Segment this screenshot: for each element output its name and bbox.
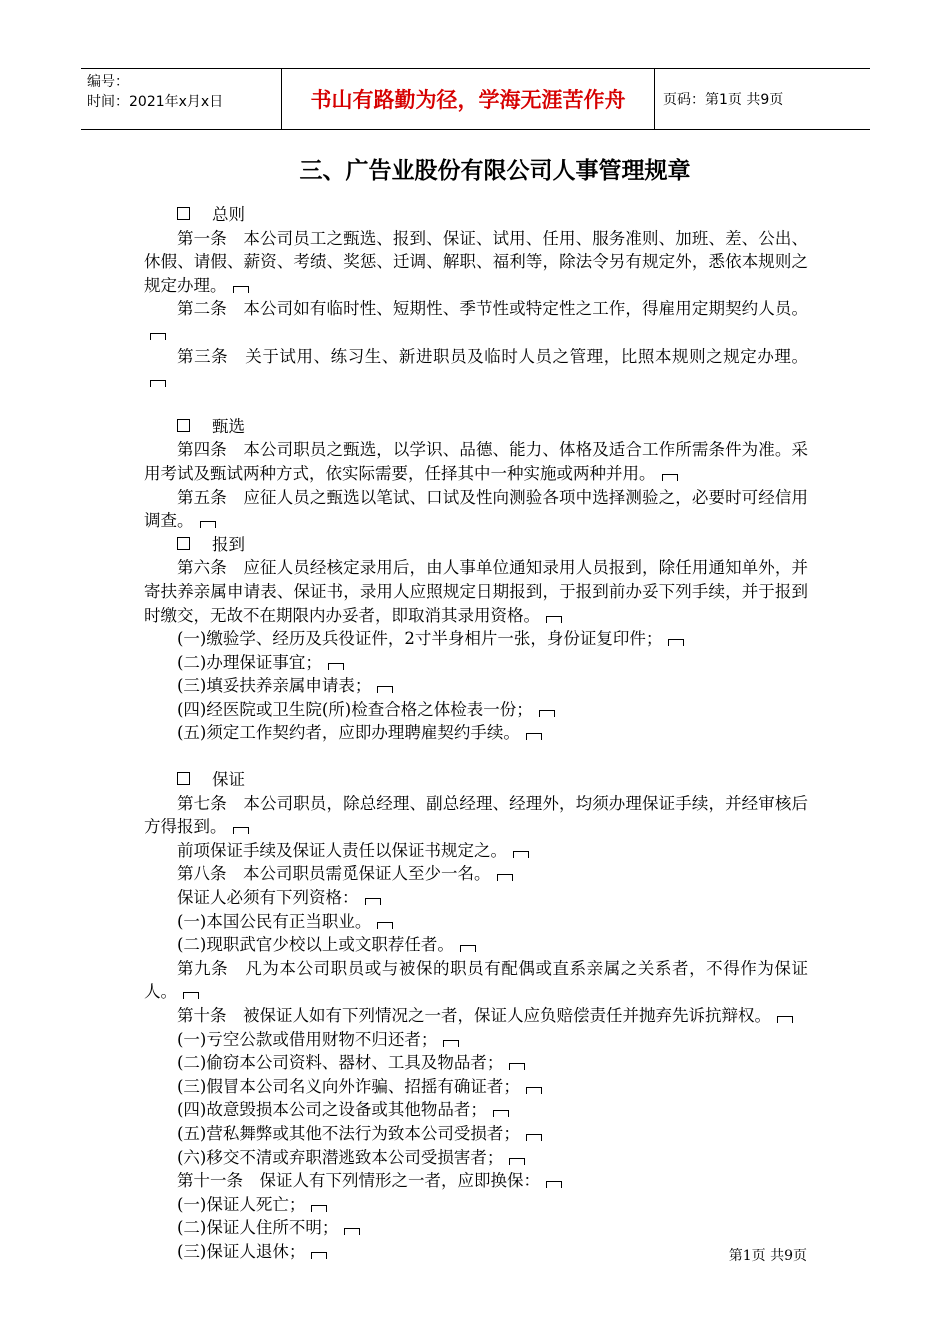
section-heading xyxy=(144,533,808,557)
paragraph xyxy=(144,556,808,627)
paragraph-text: 第五条 应征人员之甄选以笔试、口试及性向测验各项中选择测验之，必要时可经信用调查。 xyxy=(144,487,808,531)
paragraph-mark-icon xyxy=(546,616,562,623)
paragraph-mark-icon xyxy=(497,874,513,881)
paragraph xyxy=(144,910,808,934)
paragraph xyxy=(144,957,808,1004)
paragraph-text: 第十条 被保证人如有下列情况之一者，保证人应负赔偿责任并抛弃先诉抗辩权。 xyxy=(177,1006,771,1025)
paragraph xyxy=(144,345,808,392)
paragraph-text: 第九条 凡为本公司职员或与被保的职员有配偶或直系亲属之关系者，不得作为保证人。 xyxy=(144,958,808,1002)
paragraph xyxy=(144,651,808,675)
paragraph xyxy=(144,886,808,910)
paragraph-mark-icon xyxy=(344,1228,360,1235)
paragraph-gap xyxy=(144,392,808,415)
header-table xyxy=(81,68,870,130)
paragraph-mark-icon xyxy=(509,1158,525,1165)
paragraph-text: (三)假冒本公司名义向外诈骗、招摇有确证者； xyxy=(177,1076,520,1096)
section-heading-text: 甄选 xyxy=(212,416,245,436)
section-heading-text: 报到 xyxy=(212,534,245,554)
paragraph-text: 第四条 本公司职员之甄选，以学识、品德、能力、体格及适合工作所需条件为准。采用考试及甄试两种方式，依实际需要，任择其中一种实施或两种并用。 xyxy=(144,440,808,483)
paragraph xyxy=(144,1028,808,1052)
paragraph xyxy=(144,1098,808,1122)
checkbox-square-icon xyxy=(177,772,190,785)
paragraph-text: (一)亏空公款或借用财物不归还者； xyxy=(177,1029,438,1049)
paragraph-text: (二)偷窃本公司资料、器材、工具及物品者； xyxy=(177,1053,504,1073)
paragraph-mark-icon xyxy=(328,663,344,670)
paragraph xyxy=(144,792,808,839)
paragraph-mark-icon xyxy=(509,1063,525,1070)
header-motto: 书山有路勤为径，学海无涯苦作舟 xyxy=(282,69,655,129)
paragraph-mark-icon xyxy=(443,1040,459,1047)
paragraph-text: (一)保证人死亡； xyxy=(177,1194,306,1214)
paragraph xyxy=(144,933,808,957)
paragraph-mark-icon xyxy=(526,1087,542,1094)
paragraph-mark-icon xyxy=(513,851,529,858)
paragraph xyxy=(144,698,808,722)
paragraph-mark-icon xyxy=(777,1016,793,1023)
header-page-label: 页码：第1页 共9页 xyxy=(663,92,784,108)
paragraph xyxy=(144,839,808,863)
paragraph-mark-icon xyxy=(150,380,166,387)
paragraph-text: 保证人必须有下列资格： xyxy=(177,888,359,908)
paragraph xyxy=(144,1193,808,1217)
page-footer: 第1页 共9页 xyxy=(728,1248,807,1264)
paragraph-mark-icon xyxy=(311,1205,327,1212)
section-heading xyxy=(144,203,808,227)
paragraph-mark-icon xyxy=(526,733,542,740)
paragraph-mark-icon xyxy=(377,922,393,929)
paragraph-mark-icon xyxy=(150,333,166,340)
paragraph-mark-icon xyxy=(183,992,199,999)
paragraph-text: (三)保证人退休； xyxy=(177,1241,306,1261)
document-title: 三、广告业股份有限公司人事管理规章 xyxy=(299,158,691,184)
paragraph-mark-icon xyxy=(493,1110,509,1117)
paragraph-gap xyxy=(144,745,808,768)
paragraph-mark-icon xyxy=(662,474,678,481)
document-number-label: 编号： xyxy=(87,74,129,90)
paragraph-text: 第十一条 保证人有下列情形之一者，应即换保： xyxy=(177,1171,540,1191)
paragraph xyxy=(144,862,808,886)
paragraph-text: 第二条 本公司如有临时性、短期性、季节性或特定性之工作，得雇用定期契约人员。 xyxy=(177,299,808,319)
paragraph xyxy=(144,1216,808,1240)
paragraph-mark-icon xyxy=(365,898,381,905)
checkbox-square-icon xyxy=(177,419,190,432)
paragraph xyxy=(144,1122,808,1146)
paragraph xyxy=(144,674,808,698)
paragraph-text: 第六条 应征人员经核定录用后，由人事单位通知录用人员报到，除任用通知单外，并寄扶养亲属申请表、保证书，录用人应照规定日期报到，于报到前办妥下列手续，并于报到时缴交，无故不在期限内办妥者，即取消其录用资格。 xyxy=(144,558,808,625)
paragraph-text: (五)营私舞弊或其他不法行为致本公司受损者； xyxy=(177,1123,520,1143)
paragraph-mark-icon xyxy=(233,286,249,293)
paragraph xyxy=(144,1075,808,1099)
paragraph-mark-icon xyxy=(526,1134,542,1141)
paragraph-text: (一)缴验学、经历及兵役证件，2寸半身相片一张，身份证复印件； xyxy=(177,629,663,649)
paragraph-text: (四)故意毁损本公司之设备或其他物品者； xyxy=(177,1100,487,1120)
paragraph-text: (一)本国公民有正当职业。 xyxy=(177,911,372,931)
paragraph xyxy=(144,1004,808,1028)
paragraph xyxy=(144,227,808,298)
paragraph-text: (六)移交不清或弃职潜逃致本公司受损害者； xyxy=(177,1147,504,1167)
paragraph xyxy=(144,438,808,485)
paragraph-mark-icon xyxy=(377,686,393,693)
document-body xyxy=(144,203,808,1264)
paragraph-mark-icon xyxy=(200,521,216,528)
paragraph xyxy=(144,1051,808,1075)
section-heading xyxy=(144,768,808,792)
checkbox-square-icon xyxy=(177,207,190,220)
paragraph xyxy=(144,486,808,533)
paragraph xyxy=(144,721,808,745)
paragraph-text: 第一条 本公司员工之甄选、报到、保证、试用、任用、服务准则、加班、差、公出、休假、请假、薪资、考绩、奖惩、迁调、解职、福利等，除法令另有规定外，悉依本规则之规定办理。 xyxy=(144,228,808,295)
paragraph-text: (四)经医院或卫生院(所)检查合格之体检表一份； xyxy=(177,699,533,719)
paragraph-text: (三)填妥扶养亲属申请表； xyxy=(177,676,372,696)
paragraph-text: (二)现职武官少校以上或文职荐任者。 xyxy=(177,935,454,955)
section-heading xyxy=(144,415,808,439)
checkbox-square-icon xyxy=(177,537,190,550)
header-info-cell xyxy=(81,69,282,129)
paragraph-text: (二)办理保证事宜； xyxy=(177,652,322,672)
paragraph-text: 第三条 关于试用、练习生、新进职员及临时人员之管理，比照本规则之规定办理。 xyxy=(177,346,808,366)
paragraph-mark-icon xyxy=(546,1181,562,1188)
section-heading-text: 保证 xyxy=(212,770,245,790)
paragraph-text: 第八条 本公司职员需觅保证人至少一名。 xyxy=(177,864,491,884)
paragraph xyxy=(144,297,808,344)
document-date-label: 时间：2021年x月x日 xyxy=(87,94,224,110)
paragraph-text: 第七条 本公司职员，除总经理、副总经理、经理外，均须办理保证手续，并经审核后方得报到。 xyxy=(144,793,808,837)
paragraph xyxy=(144,1240,808,1264)
paragraph-mark-icon xyxy=(311,1252,327,1259)
paragraph xyxy=(144,1146,808,1170)
paragraph xyxy=(144,627,808,651)
paragraph-mark-icon xyxy=(539,710,555,717)
paragraph-text: (二)保证人住所不明； xyxy=(177,1218,339,1238)
paragraph-text: 前项保证手续及保证人责任以保证书规定之。 xyxy=(177,840,507,860)
paragraph-mark-icon xyxy=(668,639,684,646)
paragraph-text: (五)须定工作契约者，应即办理聘雇契约手续。 xyxy=(177,723,520,743)
paragraph-mark-icon xyxy=(460,945,476,952)
paragraph xyxy=(144,1169,808,1193)
paragraph-mark-icon xyxy=(233,827,249,834)
section-heading-text: 总则 xyxy=(212,205,245,224)
